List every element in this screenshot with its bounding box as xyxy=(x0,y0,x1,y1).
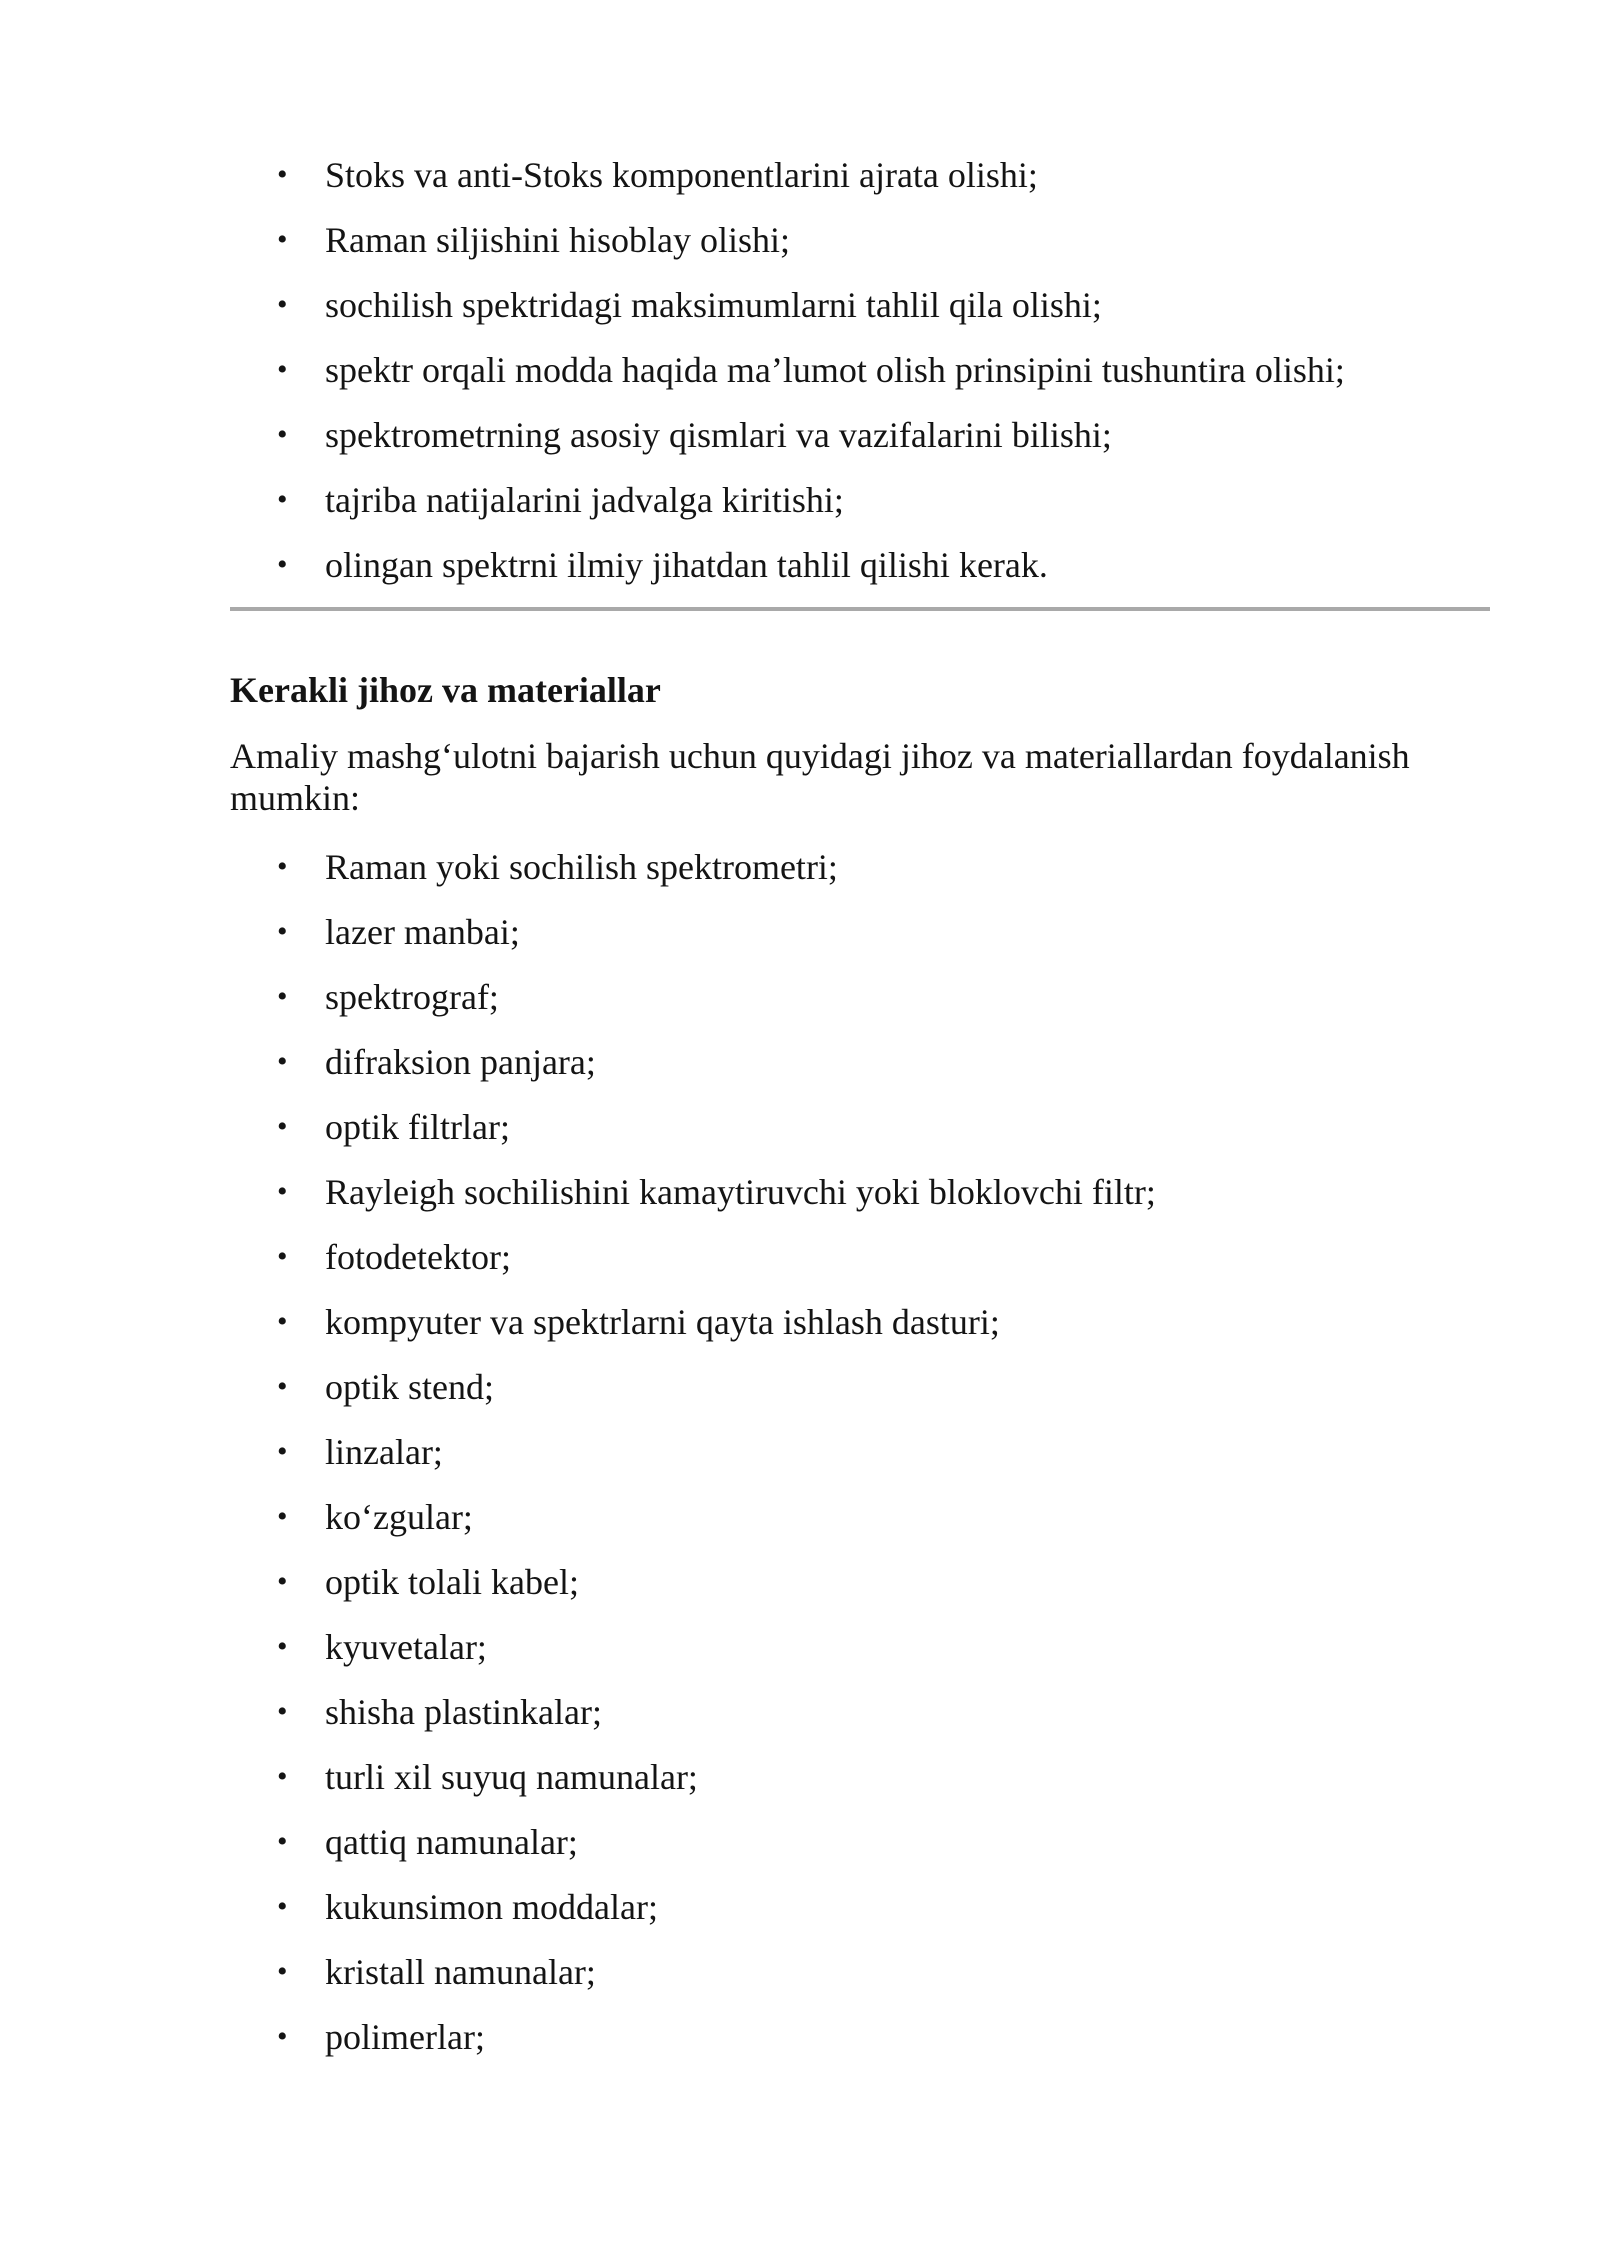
list-item-text: spektrograf; xyxy=(325,977,499,1017)
list-item xyxy=(230,845,1480,910)
bullet-icon: • xyxy=(277,418,288,451)
bullet-icon: • xyxy=(277,1500,288,1533)
list-item xyxy=(230,1950,1480,2015)
list-item-text: spektr orqali modda haqida ma’lumot olish prinsipini tushuntira olishi; xyxy=(325,350,1345,390)
list-item-text: optik tolali kabel; xyxy=(325,1562,579,1602)
list-item-text: olingan spektrni ilmiy jihatdan tahlil qilishi kerak. xyxy=(325,545,1048,585)
list-item-text: ko‘zgular; xyxy=(325,1497,473,1537)
list-item-text: polimerlar; xyxy=(325,2017,485,2057)
list-item-text: Rayleigh sochilishini kamaytiruvchi yoki bloklovchi filtr; xyxy=(325,1172,1156,1212)
bullet-icon: • xyxy=(277,1175,288,1208)
bullet-icon: • xyxy=(277,288,288,321)
list-item-text: kukunsimon moddalar; xyxy=(325,1887,658,1927)
list-item-text: kyuvetalar; xyxy=(325,1627,487,1667)
bullet-icon: • xyxy=(277,1045,288,1078)
list-item-text: difraksion panjara; xyxy=(325,1042,596,1082)
section-heading: Kerakli jihoz va materiallar xyxy=(230,670,661,710)
list-item-text: shisha plastinkalar; xyxy=(325,1692,602,1732)
bullet-icon: • xyxy=(277,1630,288,1663)
list-item xyxy=(230,283,1480,348)
bullet-icon: • xyxy=(277,1110,288,1143)
list-item xyxy=(230,153,1480,218)
list-item xyxy=(230,1040,1480,1105)
equipment-list xyxy=(230,845,1480,2080)
list-item xyxy=(230,1560,1480,1625)
bullet-icon: • xyxy=(277,548,288,581)
list-item xyxy=(230,348,1480,413)
list-item xyxy=(230,1300,1480,1365)
list-item xyxy=(230,1235,1480,1300)
objectives-list xyxy=(230,153,1480,608)
bullet-icon: • xyxy=(277,1890,288,1923)
list-item-text: optik stend; xyxy=(325,1367,494,1407)
bullet-icon: • xyxy=(277,915,288,948)
bullet-icon: • xyxy=(277,353,288,386)
bullet-icon: • xyxy=(277,1370,288,1403)
bullet-icon: • xyxy=(277,1435,288,1468)
list-item-text: fotodetektor; xyxy=(325,1237,511,1277)
bullet-icon: • xyxy=(277,1955,288,1988)
list-item xyxy=(230,1625,1480,1690)
list-item-text: optik filtrlar; xyxy=(325,1107,510,1147)
list-item-text: qattiq namunalar; xyxy=(325,1822,578,1862)
bullet-icon: • xyxy=(277,980,288,1013)
list-item-text: sochilish spektridagi maksimumlarni tahlil qila olishi; xyxy=(325,285,1102,325)
bullet-icon: • xyxy=(277,1760,288,1793)
list-item xyxy=(230,1365,1480,1430)
list-item-text: Raman siljishini hisoblay olishi; xyxy=(325,220,791,260)
list-item-text: kristall namunalar; xyxy=(325,1952,596,1992)
list-item xyxy=(230,1690,1480,1755)
list-item xyxy=(230,1885,1480,1950)
bullet-icon: • xyxy=(277,1825,288,1858)
bullet-icon: • xyxy=(277,483,288,516)
list-item-text: Stoks va anti-Stoks komponentlarini ajrata olishi; xyxy=(325,155,1038,195)
list-item xyxy=(230,1170,1480,1235)
list-item xyxy=(230,413,1480,478)
list-item-text: turli xil suyuq namunalar; xyxy=(325,1757,698,1797)
bullet-icon: • xyxy=(277,1695,288,1728)
bullet-icon: • xyxy=(277,2020,288,2053)
list-item xyxy=(230,975,1480,1040)
list-item-text: lazer manbai; xyxy=(325,912,520,952)
list-item xyxy=(230,1755,1480,1820)
list-item xyxy=(230,1820,1480,1885)
list-item-text: tajriba natijalarini jadvalga kiritishi; xyxy=(325,480,844,520)
list-item-text: Raman yoki sochilish spektrometri; xyxy=(325,847,838,887)
horizontal-rule xyxy=(230,607,1490,611)
list-item xyxy=(230,543,1480,608)
list-item xyxy=(230,1105,1480,1170)
section-intro: Amaliy mashg‘ulotni bajarish uchun quyidagi jihoz va materiallardan foydalanish mumkin: xyxy=(230,736,1410,818)
list-item-text: kompyuter va spektrlarni qayta ishlash dasturi; xyxy=(325,1302,1000,1342)
list-item-text: linzalar; xyxy=(325,1432,443,1472)
list-item xyxy=(230,1495,1480,1560)
bullet-icon: • xyxy=(277,223,288,256)
list-item xyxy=(230,2015,1480,2080)
bullet-icon: • xyxy=(277,1305,288,1338)
bullet-icon: • xyxy=(277,1240,288,1273)
list-item xyxy=(230,218,1480,283)
bullet-icon: • xyxy=(277,1565,288,1598)
list-item xyxy=(230,1430,1480,1495)
list-item-text: spektrometrning asosiy qismlari va vazifalarini bilishi; xyxy=(325,415,1112,455)
bullet-icon: • xyxy=(277,850,288,883)
bullet-icon: • xyxy=(277,158,288,191)
list-item xyxy=(230,478,1480,543)
list-item xyxy=(230,910,1480,975)
